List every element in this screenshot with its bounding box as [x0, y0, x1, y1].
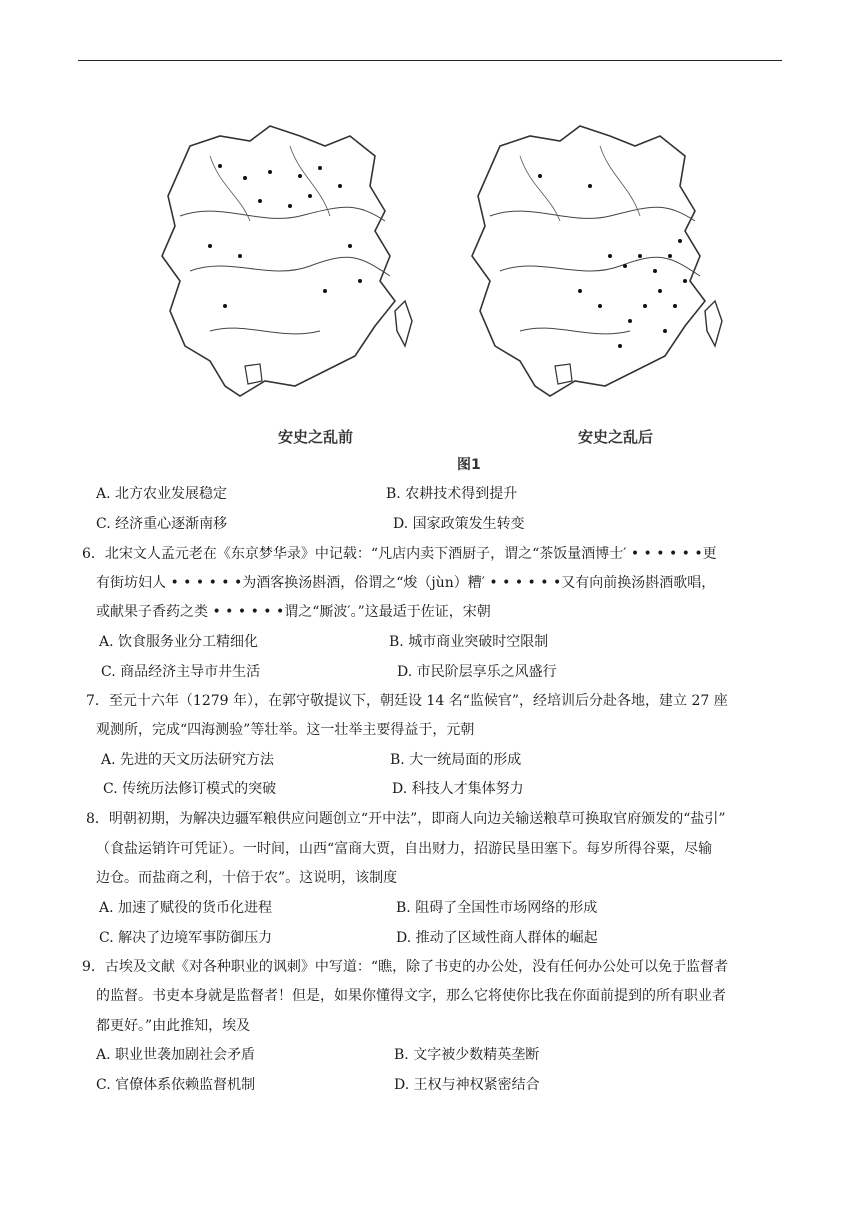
q6-option-c: C. 商品经济主导市井生活 [101, 664, 261, 680]
q9-line-1: 9．古埃及文献《对各种职业的讽刺》中写道：“瞧，除了书吏的办公处，没有任何办公处可以免于监督者 [82, 959, 729, 975]
q7-line-1: 7．至元十六年（1279 年），在郭守敬提议下，朝廷设 14 名“监候官”，经培训后分赴各地，建立 27 座 [86, 693, 728, 709]
q8-option-d: D. 推动了区域性商人群体的崛起 [396, 930, 598, 946]
q7-option-d: D. 科技人才集体努力 [392, 781, 524, 797]
q8-option-b: B. 阻碍了全国性市场网络的形成 [396, 900, 598, 916]
q5-option-a: A. 北方农业发展稳定 [96, 486, 228, 502]
q5-option-c: C. 经济重心逐渐南移 [96, 516, 228, 532]
q6-line-2: 有街坊妇人 • • • • • •为酒客换汤斟酒，俗谓之“焌（jùn）糟′ • • • • • •又有向前换汤斟酒歌唱， [96, 575, 716, 591]
q7-line-2: 观测所，完成“四海测验”等壮举。这一壮举主要得益于，元朝 [96, 722, 475, 738]
q8-line-1: 8．明朝初期，为解决边疆军粮供应问题创立“开中法”，即商人向边关输送粮草可换取官府颁发的“盐引” [86, 811, 726, 827]
q6-option-a: A. 饮食服务业分工精细化 [99, 634, 259, 650]
q7-option-a: A. 先进的天文历法研究方法 [101, 752, 275, 768]
caption-before: 安史之乱前 [278, 428, 354, 446]
map-after-image [460, 106, 730, 416]
q5-option-d: D. 国家政策发生转变 [393, 516, 525, 532]
q9-line-3: 都更好。”由此推知，埃及 [96, 1018, 251, 1034]
q7-option-b: B. 大一统局面的形成 [390, 752, 522, 768]
q7-option-c: C. 传统历法修订模式的突破 [103, 781, 277, 797]
map-before-image [150, 106, 420, 416]
q6-line-3: 或献果子香药之类 • • • • • •谓之“厮波′。”这最适于佐证，宋朝 [96, 604, 491, 620]
figure-1 [150, 100, 735, 480]
q5-option-b: B. 农耕技术得到提升 [386, 486, 518, 502]
q9-line-2: 的监督。书吏本身就是监督者！但是，如果你懂得文字，那么它将使你比我在你面前提到的所有职业者 [96, 988, 726, 1004]
figure-label: 图1 [457, 457, 481, 473]
map-after-an-shi-rebellion [460, 106, 730, 416]
q8-option-c: C. 解决了边境军事防御压力 [99, 930, 273, 946]
q8-option-a: A. 加速了赋役的货币化进程 [99, 900, 273, 916]
map-before-an-shi-rebellion [150, 106, 420, 416]
caption-after: 安史之乱后 [578, 428, 654, 446]
q6-option-d: D. 市民阶层享乐之风盛行 [397, 664, 557, 680]
q8-line-2: （食盐运销许可凭证）。一时间，山西“富商大贾，自出财力，招游民垦田塞下。每岁所得谷粟，尽输 [96, 841, 713, 857]
q8-line-3: 边仓。而盐商之利，十倍于农”。这说明，该制度 [96, 870, 398, 886]
q6-option-b: B. 城市商业突破时空限制 [389, 634, 549, 650]
q9-option-c: C. 官僚体系依赖监督机制 [96, 1077, 256, 1093]
q9-option-d: D. 王权与神权紧密结合 [394, 1077, 540, 1093]
q9-option-b: B. 文字被少数精英垄断 [394, 1047, 540, 1063]
q6-line-1: 6．北宋文人孟元老在《东京梦华录》中记载：“凡店内卖下酒厨子，谓之“茶饭量酒博士′ • • • • • •更 [82, 546, 717, 562]
q9-option-a: A. 职业世袭加剧社会矛盾 [96, 1047, 256, 1063]
header-rule [78, 60, 782, 61]
